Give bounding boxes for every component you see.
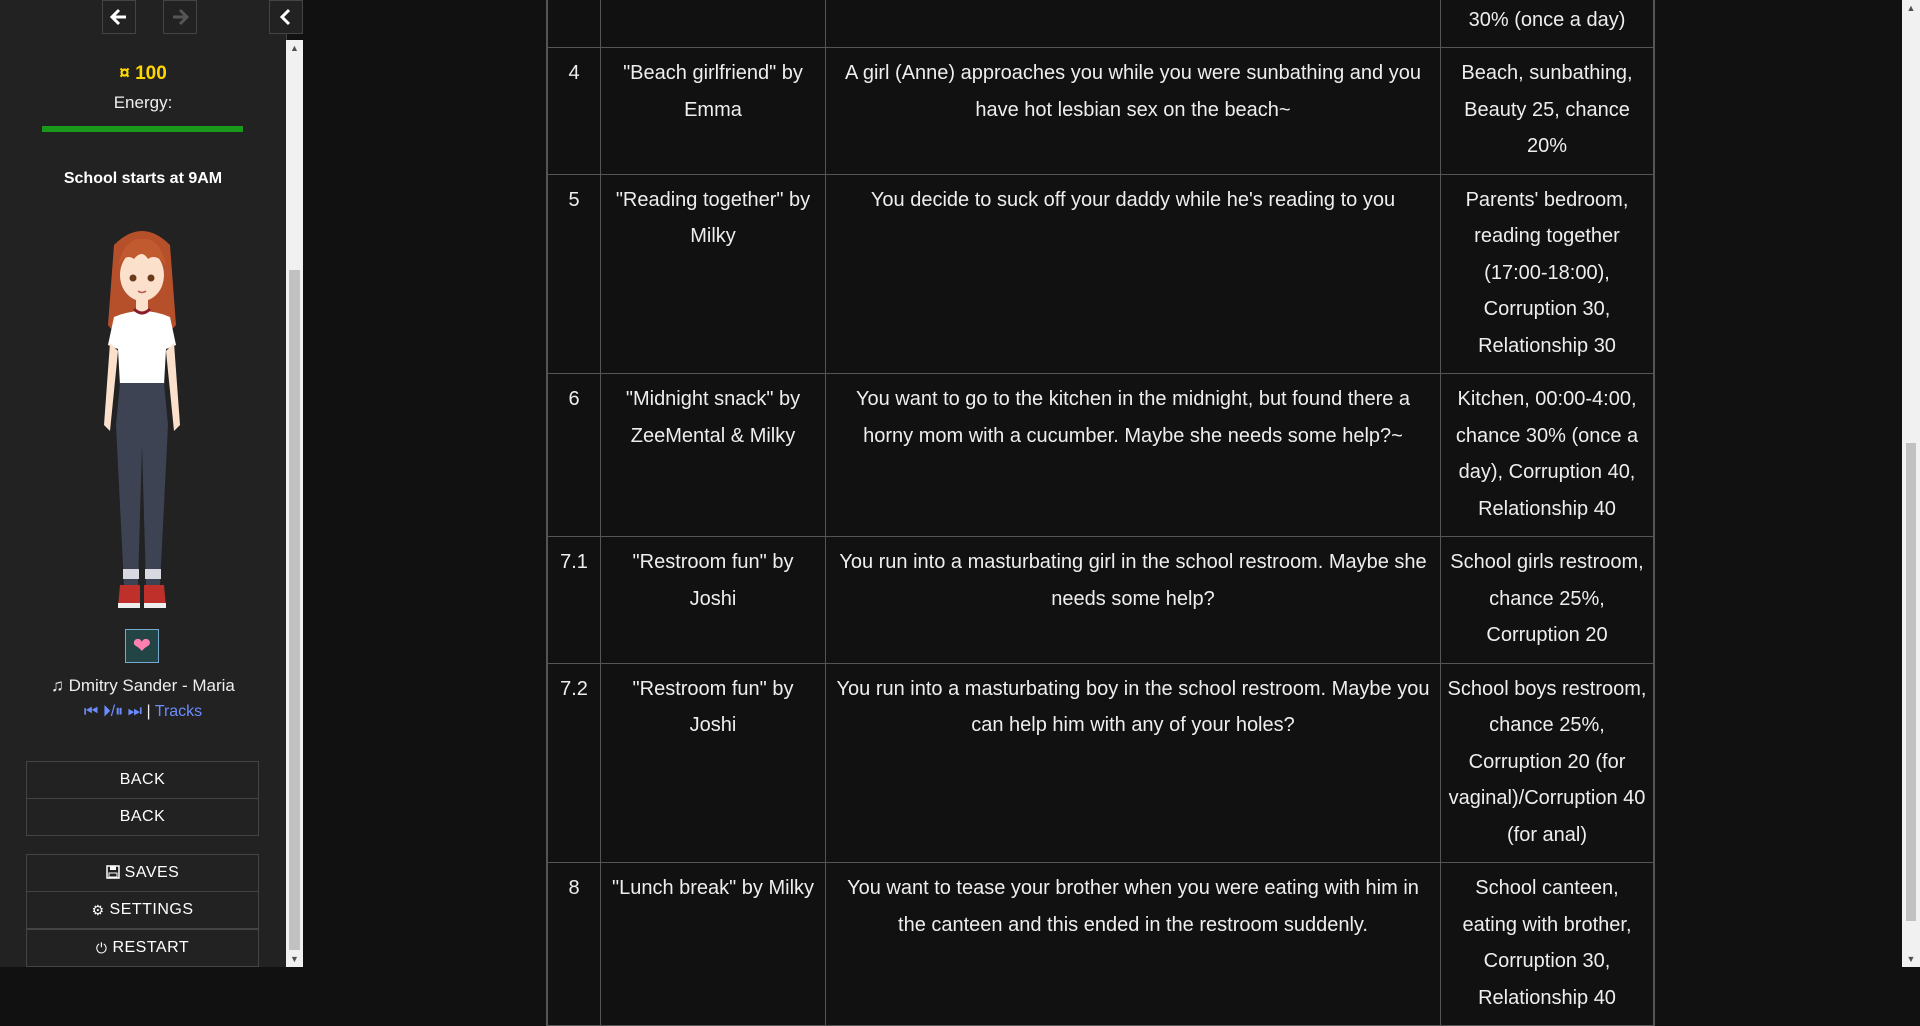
event-title: "Restroom fun" by Joshi <box>601 663 826 863</box>
saves-button[interactable] <box>26 854 259 892</box>
event-description: A girl (Anne) approaches you while you were sunbathing and you have hot lesbian sex on the beach~ <box>826 48 1441 175</box>
scroll-up-icon[interactable]: ▲ <box>1906 3 1916 13</box>
sidebar-collapse-button[interactable] <box>269 0 303 34</box>
event-title: "Beach girlfriend" by Emma <box>601 48 826 175</box>
chevron-left-icon <box>278 8 294 26</box>
player-separator: | <box>146 703 151 720</box>
event-conditions: 30% (once a day) <box>1441 0 1655 48</box>
next-track-button[interactable]: ⏭ <box>127 703 142 720</box>
school-notice: School starts at 9AM <box>63 170 223 187</box>
event-conditions: Beach, sunbathing, Beauty 25, chance 20% <box>1441 48 1655 175</box>
event-title: "Lunch break" by Milky <box>601 863 826 1026</box>
page-scrollbar[interactable] <box>1902 0 1920 967</box>
table-row <box>547 663 1654 863</box>
table-row <box>547 0 1654 48</box>
arrow-left-icon <box>110 8 128 26</box>
prev-track-button[interactable]: ⏮ <box>83 703 99 720</box>
event-description: You want to tease your brother when you were eating with him in the canteen and this ended in the restroom suddenly. <box>826 863 1441 1026</box>
table-row <box>547 174 1654 374</box>
event-title: "Restroom fun" by Joshi <box>601 537 826 664</box>
back-button-2[interactable] <box>26 798 259 836</box>
energy-bar-fill <box>42 126 243 132</box>
restart-button[interactable] <box>26 929 259 967</box>
page-scrollbar-thumb[interactable] <box>1906 443 1916 921</box>
history-back-button[interactable] <box>102 0 136 34</box>
event-description: You want to go to the kitchen in the midnight, but found there a horny mom with a cucumber. Maybe she needs some help?~ <box>826 374 1441 537</box>
floppy-disk-icon <box>106 865 120 882</box>
sidebar-scrollbar-thumb[interactable] <box>289 270 300 950</box>
back-button-1[interactable] <box>26 761 259 799</box>
events-table <box>546 0 1655 1026</box>
event-number: 5 <box>547 174 601 374</box>
event-conditions: School boys restroom, chance 25%, Corruption 20 (for vaginal)/Corruption 40 (for anal) <box>1441 663 1655 863</box>
arrow-right-icon <box>171 8 189 26</box>
event-number: 8 <box>547 863 601 1026</box>
gear-icon: ⚙ <box>91 901 105 918</box>
event-title <box>601 0 826 48</box>
settings-button[interactable] <box>26 891 259 929</box>
table-row <box>547 48 1654 175</box>
event-conditions: Parents' bedroom, reading together (17:00-18:00), Corruption 30, Relationship 30 <box>1441 174 1655 374</box>
scroll-down-icon[interactable]: ▼ <box>1906 954 1916 964</box>
table-row <box>547 537 1654 664</box>
money-display: ¤ 100 <box>119 63 167 84</box>
event-number: 7.2 <box>547 663 601 863</box>
saves-label: SAVES <box>124 864 180 881</box>
event-number: 4 <box>547 48 601 175</box>
event-description: You run into a masturbating boy in the school restroom. Maybe you can help him with any of your holes? <box>826 663 1441 863</box>
event-description <box>826 0 1441 48</box>
history-forward-button[interactable] <box>163 0 197 34</box>
tracks-link[interactable]: Tracks <box>154 703 203 720</box>
sidebar <box>0 0 287 967</box>
event-description: You decide to suck off your daddy while he's reading to you <box>826 174 1441 374</box>
event-title: "Midnight snack" by ZeeMental & Milky <box>601 374 826 537</box>
music-player <box>0 703 286 721</box>
hearts-icon: ❤ <box>132 633 152 658</box>
main-passage <box>303 0 1902 1009</box>
scroll-up-icon[interactable]: ▲ <box>290 43 299 53</box>
settings-label: SETTINGS <box>109 901 194 918</box>
scroll-down-icon[interactable]: ▼ <box>290 954 299 964</box>
event-conditions: School canteen, eating with brother, Corruption 30, Relationship 40 <box>1441 863 1655 1026</box>
event-number: 6 <box>547 374 601 537</box>
power-icon: ⏻ <box>95 939 108 956</box>
sidebar-scrollbar[interactable] <box>286 40 303 967</box>
back-button-label: BACK <box>119 771 166 788</box>
table-row <box>547 863 1654 1026</box>
character-avatar <box>96 225 188 615</box>
relationship-hearts-button[interactable] <box>125 629 159 663</box>
now-playing: ♫ Dmitry Sander - Maria <box>51 676 235 695</box>
event-number: 7.1 <box>547 537 601 664</box>
restart-label: RESTART <box>112 939 190 956</box>
event-conditions: Kitchen, 00:00-4:00, chance 30% (once a day), Corruption 40, Relationship 40 <box>1441 374 1655 537</box>
play-pause-button[interactable]: ⏵/⏸ <box>102 703 124 720</box>
event-conditions: School girls restroom, chance 25%, Corruption 20 <box>1441 537 1655 664</box>
energy-bar <box>42 126 243 132</box>
event-title: "Reading together" by Milky <box>601 174 826 374</box>
table-row <box>547 374 1654 537</box>
event-description: You run into a masturbating girl in the school restroom. Maybe she needs some help? <box>826 537 1441 664</box>
energy-label: Energy: <box>113 93 173 112</box>
event-number <box>547 0 601 48</box>
back-button-label: BACK <box>119 808 166 825</box>
